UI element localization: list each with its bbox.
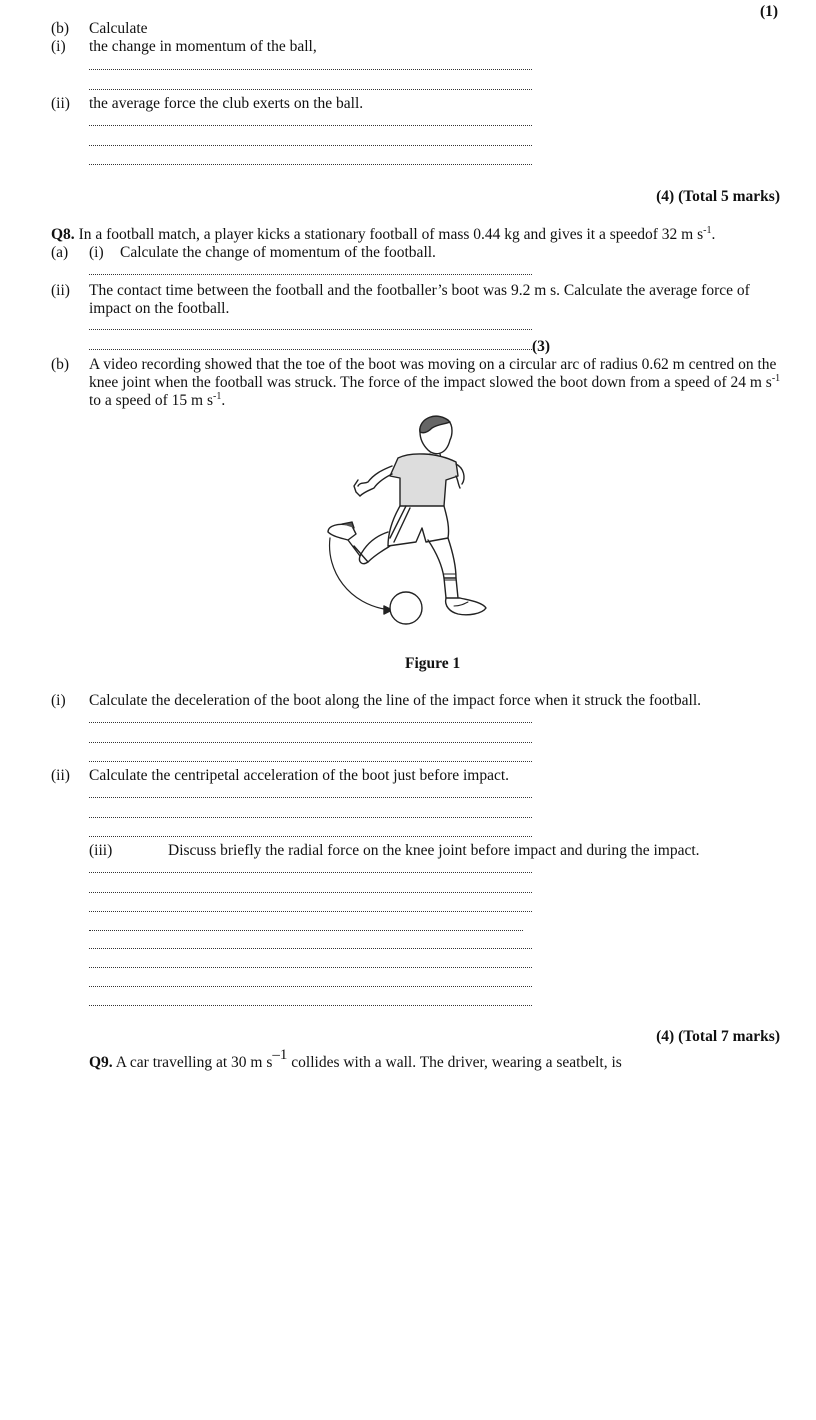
q8b-iii-label: (iii) [89,842,113,859]
answer-line[interactable] [89,145,532,146]
answer-line[interactable] [89,742,532,743]
q8b-text-1: A video recording showed that the toe of the boot was moving on a circular arc of radius 0.62 m centred on the knee joint when the football was struck. The force of the impact slowed the boot down from a speed of 24 m s [89,356,777,391]
q8b-text-2: to a speed of 15 m s [89,392,213,409]
q8b-iii-text: Discuss briefly the radial force on the knee joint before impact and during the impact. [168,842,700,859]
q8b-label: (b) [51,356,70,373]
q9-number: Q9. [89,1054,113,1071]
q8-intro-text: In a football match, a player kicks a stationary football of mass 0.44 kg and gives it a speedof 32 m s [78,226,704,243]
q9-text-1: A car travelling at 30 m s [112,1054,273,1071]
answer-line[interactable] [89,1005,532,1006]
answer-line[interactable] [89,761,532,762]
answer-line[interactable] [89,930,523,931]
q7b-title: Calculate [89,20,148,37]
q8b-exp-2: -1 [212,390,222,402]
q8a-ii-text: The contact time between the football and the footballer’s boot was 9.2 m s. Calculate the average force of impact on the football. [89,282,750,317]
q9-intro [89,1047,622,1072]
answer-line[interactable] [89,722,532,723]
marks-q8a: (3) [532,338,551,355]
q8b-i-text: Calculate the deceleration of the boot along the line of the impact force when it struck the football. [89,692,702,709]
q9-text-2: collides with a wall. The driver, wearing a seatbelt, is [287,1054,622,1071]
q7b-ii-label: (ii) [51,95,70,112]
answer-line[interactable] [89,125,532,126]
figure-caption: Figure 1 [405,655,461,672]
answer-line[interactable] [89,836,532,837]
q8b-text-3: . [221,392,226,409]
answer-line[interactable] [89,164,532,165]
answer-line[interactable] [89,89,532,90]
q8-intro [51,226,715,244]
q7b-i-label: (i) [51,38,66,55]
answer-line[interactable] [89,892,532,893]
q8-intro-end: . [711,226,716,243]
marks-q7a: (1) [760,3,779,20]
marks-q7-total: (4) (Total 5 marks) [656,188,780,205]
q7b-i-text: the change in momentum of the ball, [89,38,317,55]
answer-line[interactable] [89,69,532,70]
q8a-i-label: (i) [89,244,104,261]
q8b-text [89,356,784,410]
q8b-ii-text: Calculate the centripetal acceleration of the boot just before impact. [89,767,510,784]
answer-line[interactable] [89,948,532,949]
q8a-label: (a) [51,244,69,261]
answer-line[interactable] [89,817,532,818]
q9-exp: –1 [272,1047,288,1063]
q8a-i-text: Calculate the change of momentum of the football. [120,244,436,261]
q8-intro-exp: -1 [703,224,712,236]
q8b-exp-1: -1 [771,372,781,384]
answer-line[interactable] [89,911,532,912]
q8a-ii-label: (ii) [51,282,70,299]
answer-line[interactable] [89,797,532,798]
answer-line[interactable] [89,349,532,350]
q8b-i-label: (i) [51,692,66,709]
footballer-kicking-ball-illustration [318,410,493,628]
q8-number: Q8. [51,226,75,243]
q8b-ii-label: (ii) [51,767,70,784]
answer-line[interactable] [89,274,532,275]
marks-q8-total: (4) (Total 7 marks) [656,1028,780,1045]
answer-line[interactable] [89,986,532,987]
answer-line[interactable] [89,329,532,330]
answer-line[interactable] [89,967,532,968]
q7b-label: (b) [51,20,70,37]
q7b-ii-text: the average force the club exerts on the ball. [89,95,364,112]
answer-line[interactable] [89,872,532,873]
